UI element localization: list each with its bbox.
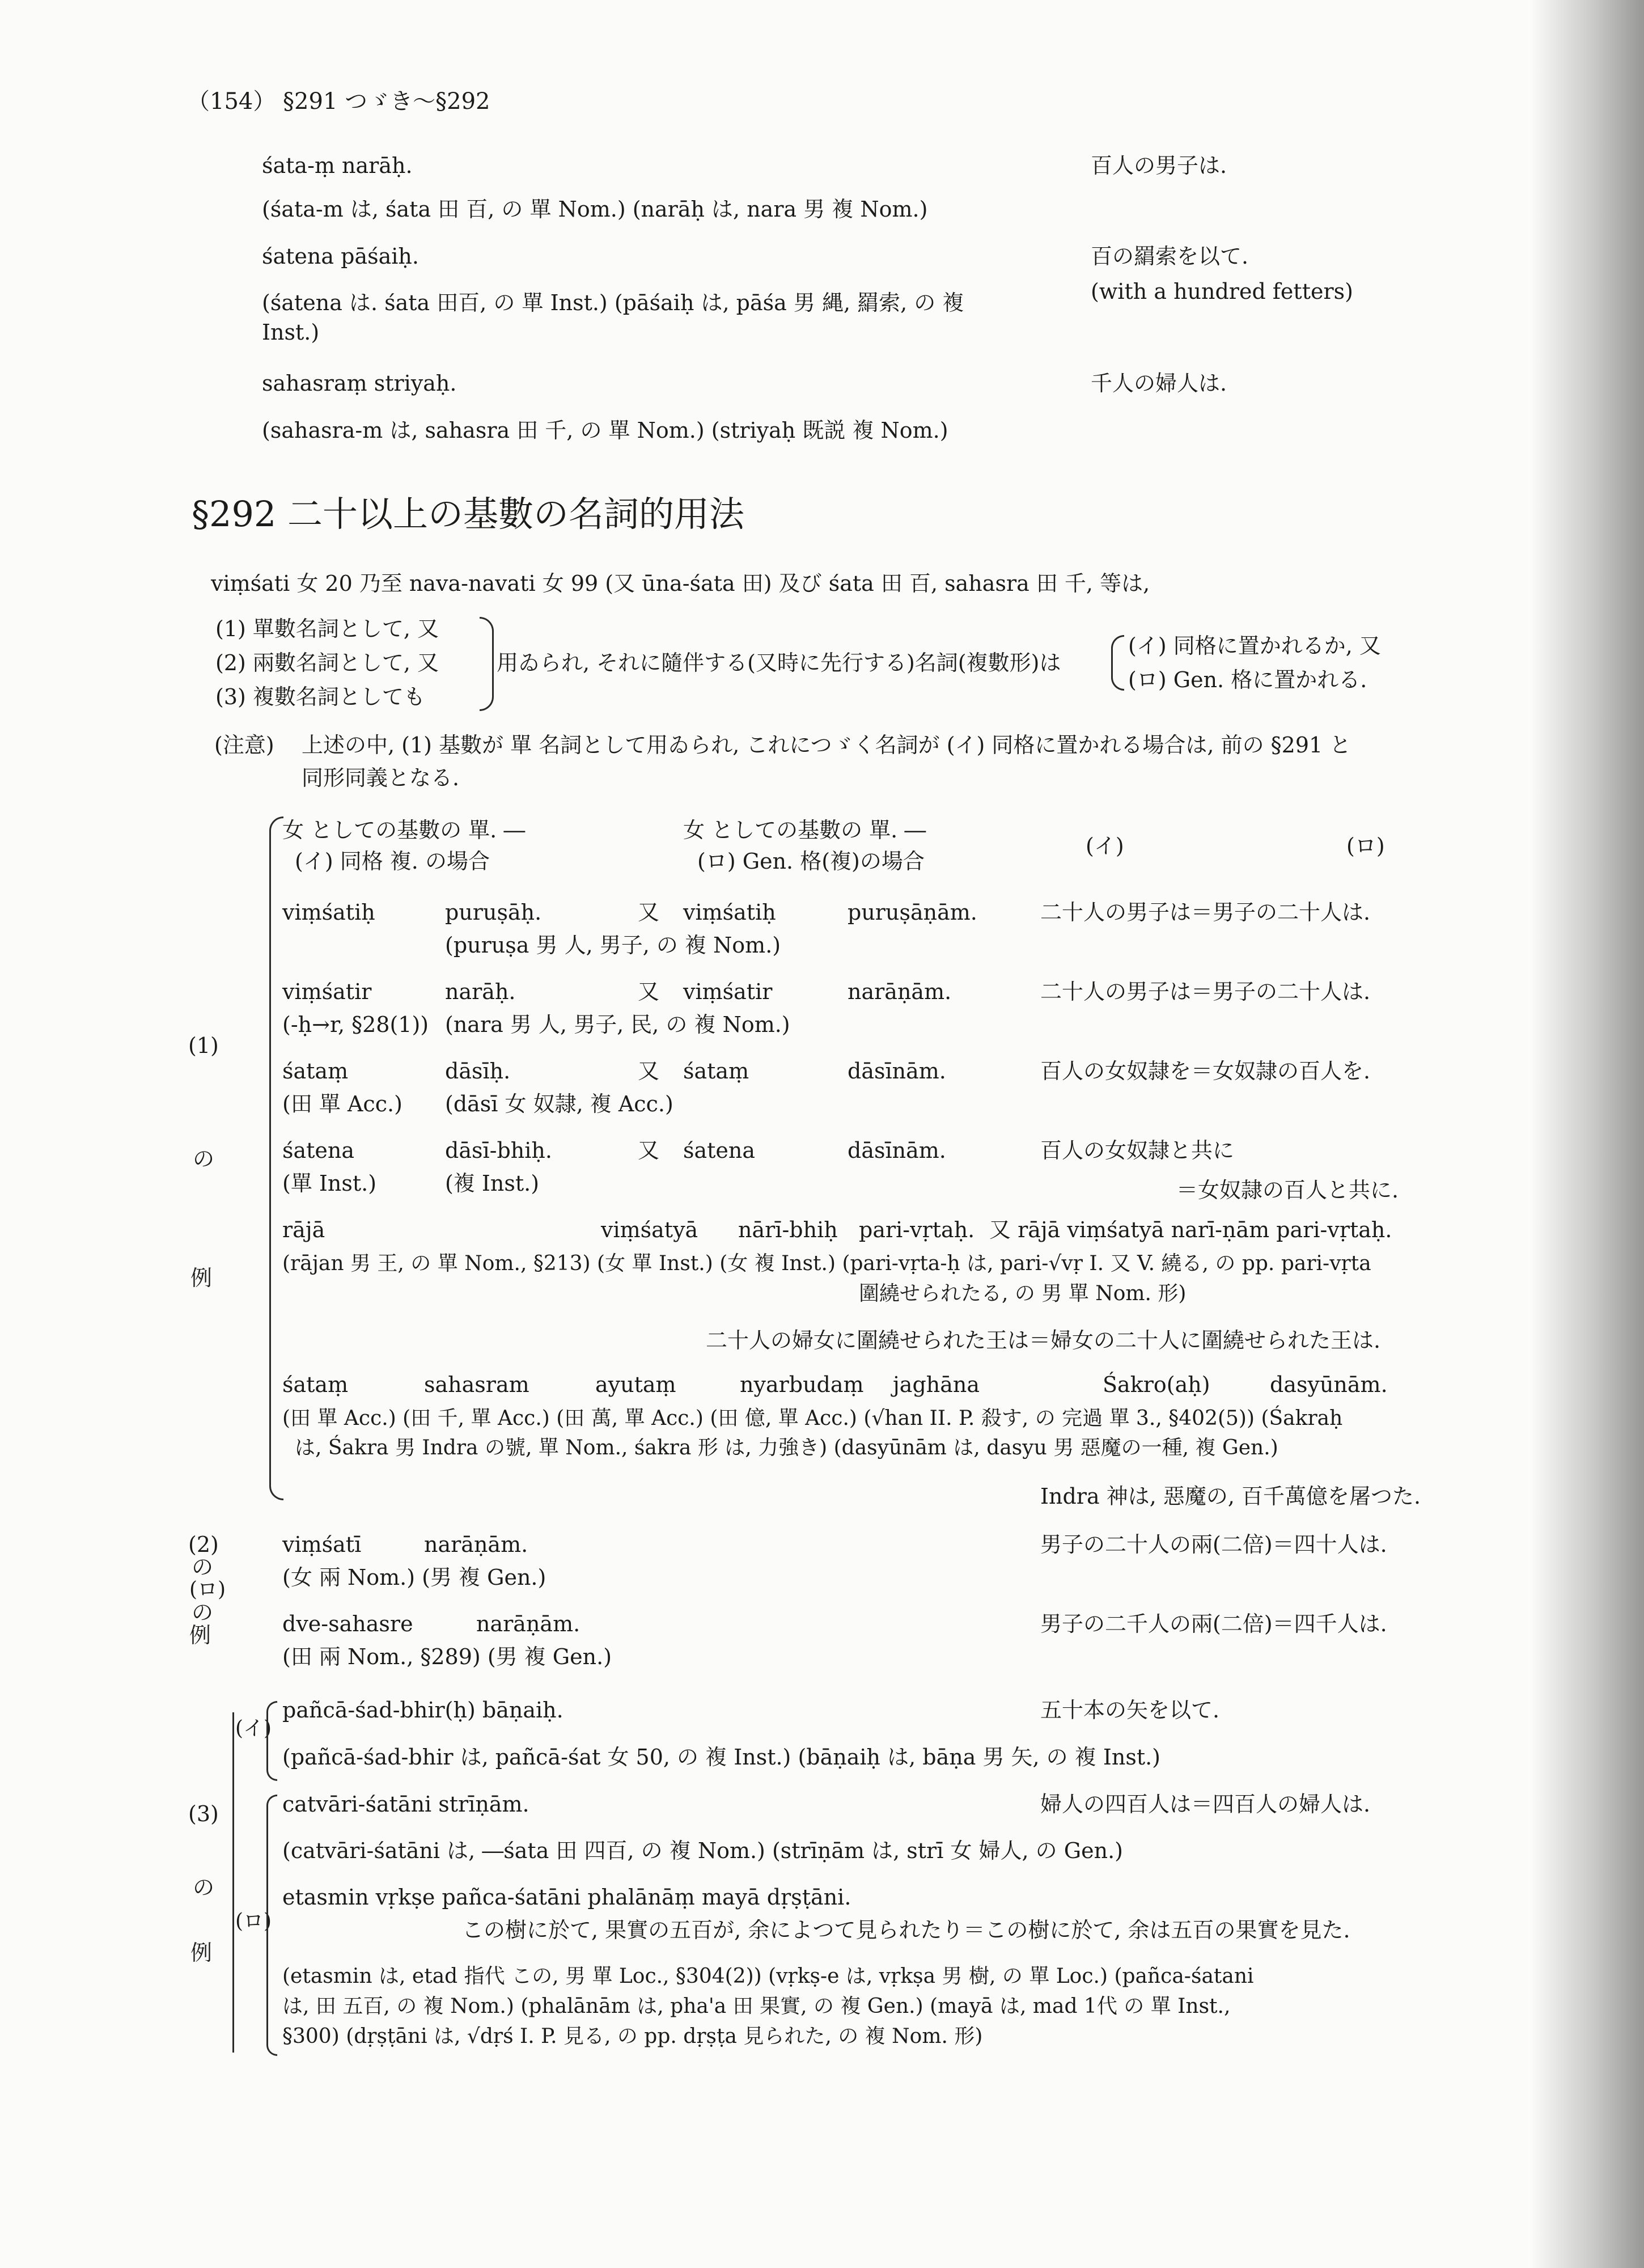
example-word: 又 xyxy=(638,900,660,925)
example-word: dāsīḥ. xyxy=(445,1059,511,1084)
page-edge-shadow xyxy=(1531,0,1644,2268)
example-gloss: (pañcā-śad-bhir は, pañcā-śat 女 50, の 複 Inst.) (bāṇaiḥ は, bāṇa 男 矢, の 複 Inst.) xyxy=(282,1745,1161,1770)
s291-translation: 千人の婦人は. xyxy=(1091,371,1227,396)
example-word: viṃśatir xyxy=(282,979,372,1004)
column-header: (ロ) Gen. 格(複)の場合 xyxy=(697,849,925,874)
example-word: ayutaṃ xyxy=(595,1372,676,1397)
example-word: rājā xyxy=(282,1217,325,1242)
example-1-side-label: 例 xyxy=(190,1266,213,1290)
example-word: śataṃ xyxy=(683,1059,749,1084)
example-word: śatena xyxy=(683,1138,756,1163)
example-word: nyarbudaṃ xyxy=(740,1372,864,1397)
example-1-side-label: の xyxy=(193,1146,215,1171)
example-3-side-label: (3) xyxy=(188,1801,219,1826)
example-word: puruṣāṇām. xyxy=(848,900,977,925)
example-gloss: (單 Inst.) xyxy=(282,1171,377,1196)
column-header: (イ) xyxy=(1086,833,1124,858)
example-word: śatena xyxy=(282,1138,355,1163)
example-3-i-brace xyxy=(266,1701,277,1781)
example-2-side-label: の xyxy=(192,1600,214,1625)
note-line: 同形同義となる. xyxy=(302,765,460,790)
example-word: dāsīnām. xyxy=(848,1138,946,1163)
s291-line: (sahasra-m は, sahasra 田 千, の 單 Nom.) (striyaḥ 既説 複 Nom.) xyxy=(262,418,948,443)
example-word: sahasram xyxy=(424,1372,529,1397)
example-word: viṃśatir xyxy=(683,979,773,1004)
example-word: śataṃ xyxy=(282,1372,349,1397)
example-translation: 男子の二十人の兩(二倍)＝四十人は. xyxy=(1040,1532,1387,1557)
example-translation: Indra 神は, 惡魔の, 百千萬億を屠つた. xyxy=(1040,1484,1421,1509)
example-word: 又 xyxy=(638,1059,660,1084)
example-gloss: (puruṣa 男 人, 男子, の 複 Nom.) xyxy=(445,933,781,958)
example-word: catvāri-śatāni strīṇām. xyxy=(282,1792,529,1817)
s291-line: śatena pāśaiḥ. xyxy=(262,244,419,269)
example-word: dasyūnām. xyxy=(1270,1372,1388,1397)
example-word: 又 xyxy=(638,1138,660,1163)
example-translation: この樹に於て, 果實の五百が, 余によつて見られたり＝この樹に於て, 余は五百の果實を見た. xyxy=(462,1918,1350,1943)
example-gloss: (dāsī 女 奴隷, 複 Acc.) xyxy=(445,1091,673,1116)
column-header: 女 としての基數の 單. ― xyxy=(282,818,526,843)
example-word: pari-vṛtaḥ. xyxy=(859,1217,975,1242)
example-translation: 二十人の男子は＝男子の二十人は. xyxy=(1040,979,1371,1004)
example-gloss: (田 單 Acc.) (田 千, 單 Acc.) (田 萬, 單 Acc.) (田 億, 單 Acc.) (√han II. P. 殺す, の 完過 單 3., §402(5)) (Śakraḥ xyxy=(282,1407,1343,1430)
example-3-side-label: 例 xyxy=(190,1940,213,1965)
s291-line: (śata-m は, śata 田 百, の 單 Nom.) (narāḥ は, nara 男 複 Nom.) xyxy=(262,197,928,222)
example-gloss: (etasmin は, etad 指代 この, 男 單 Loc., §304(2)) (vṛkṣ-e は, vṛkṣa 男 樹, の 單 Loc.) (pañca-śatani xyxy=(282,1965,1254,1988)
example-2-side-label: の xyxy=(192,1555,214,1580)
example-gloss: (rājan 男 王, の 單 Nom., §213) (女 單 Inst.) (女 複 Inst.) (pari-vṛta-ḥ は, pari-√vṛ I. 又 V. 繞る, の pp. pari-vṛta xyxy=(282,1252,1371,1275)
example-word: dāsīnām. xyxy=(848,1059,946,1084)
example-gloss: 圍繞せられたる, の 男 單 Nom. 形) xyxy=(859,1282,1187,1305)
note-line: 上述の中, (1) 基數が 單 名詞として用ゐられ, これにつゞく名詞が (イ) 同格に置かれる場合は, 前の §291 と xyxy=(302,733,1351,758)
example-gloss: (catvāri-śatāni は, ―śata 田 四百, の 複 Nom.) (strīṇām は, strī 女 婦人, の Gen.) xyxy=(282,1838,1123,1863)
example-word: Śakro(aḥ) xyxy=(1103,1372,1210,1397)
column-header: (ロ) xyxy=(1346,833,1385,858)
s291-line: Inst.) xyxy=(262,320,320,345)
example-gloss: (複 Inst.) xyxy=(445,1171,540,1196)
example-3-ro-label: (ロ) xyxy=(235,1910,272,1933)
example-gloss: (女 兩 Nom.) (男 複 Gen.) xyxy=(282,1565,546,1590)
example-word: dve-sahasre xyxy=(282,1611,413,1636)
example-translation: 婦人の四百人は＝四百人の婦人は. xyxy=(1040,1792,1371,1817)
example-word: viṃśatyā xyxy=(601,1217,698,1242)
example-2-side-label: 例 xyxy=(189,1623,211,1648)
example-word: viṃśatī xyxy=(282,1532,362,1557)
usage-item: (1) 單數名詞として, 又 xyxy=(215,616,439,641)
s291-line: (śatena は. śata 田百, の 單 Inst.) (pāśaiḥ は, pāśa 男 縄, 羂索, の 複 xyxy=(262,290,964,315)
example-translation: 二十人の婦女に圍繞せられた王は＝婦女の二十人に圍繞せられた王は. xyxy=(706,1328,1381,1353)
example-word: narāḥ. xyxy=(445,979,516,1004)
s291-translation: 百の羂索を以て. xyxy=(1091,244,1249,269)
example-3-side-label: の xyxy=(193,1875,215,1900)
s291-line: śata-ṃ narāḥ. xyxy=(262,153,413,178)
section-heading: §292 二十以上の基數の名詞的用法 xyxy=(192,493,745,535)
example-word: dāsī-bhiḥ. xyxy=(445,1138,552,1163)
note-label: (注意) xyxy=(214,733,274,758)
example-translation: 男子の二千人の兩(二倍)＝四千人は. xyxy=(1040,1611,1387,1636)
example-2-side-label: (2) xyxy=(188,1532,219,1557)
usage-result: (ロ) Gen. 格に置かれる. xyxy=(1128,667,1367,692)
example-word: nārī-bhiḥ xyxy=(738,1217,838,1242)
usage-item: (2) 兩數名詞として, 又 xyxy=(215,650,439,675)
example-1-side-label: (1) xyxy=(188,1033,219,1058)
example-gloss: (nara 男 人, 男子, 民, の 複 Nom.) xyxy=(445,1012,790,1037)
example-gloss: (田 兩 Nom., §289) (男 複 Gen.) xyxy=(282,1644,612,1669)
example-word: viṃśatiḥ xyxy=(282,900,375,925)
right-brace xyxy=(480,617,494,711)
example-gloss: (-ḥ→r, §28(1)) xyxy=(282,1012,429,1037)
s291-translation: 百人の男子は. xyxy=(1091,153,1227,178)
s291-translation: (with a hundred fetters) xyxy=(1091,279,1353,304)
example-2-side-label: (ロ) xyxy=(189,1578,226,1601)
example-gloss: は, Śakra 男 Indra の號, 單 Nom., śakra 形 は, 力強き) (dasyūnām は, dasyu 男 惡魔の一種, 複 Gen.) xyxy=(295,1436,1278,1459)
example-translation: ＝女奴隷の百人と共に. xyxy=(1176,1178,1399,1203)
example-word: pañcā-śad-bhir(ḥ) bāṇaiḥ. xyxy=(282,1698,563,1723)
example-word: 又 xyxy=(638,979,660,1004)
example-word: 又 rājā viṃśatyā narī-ṇām pari-vṛtaḥ. xyxy=(989,1217,1392,1242)
example-translation: 百人の女奴隷を＝女奴隷の百人を. xyxy=(1040,1059,1371,1084)
example-translation: 百人の女奴隷と共に xyxy=(1040,1138,1235,1163)
example-word: puruṣāḥ. xyxy=(445,900,542,925)
example-gloss: §300) (dṛṣṭāni は, √dṛś I. P. 見る, の pp. dṛṣṭa 見られた, の 複 Nom. 形) xyxy=(282,2025,983,2048)
column-header: 女 としての基數の 單. ― xyxy=(683,818,926,843)
example-word: viṃśatiḥ xyxy=(683,900,776,925)
example-word: etasmin vṛkṣe pañca-śatāni phalānāṃ mayā dṛṣṭāni. xyxy=(282,1885,851,1910)
intro-text: viṃśati 女 20 乃至 nava-navati 女 99 (又 ūna-śata 田) 及び śata 田 百, sahasra 田 千, 等は, xyxy=(211,571,1150,596)
example-1-brace xyxy=(269,816,283,1500)
usage-result: (イ) 同格に置かれるか, 又 xyxy=(1128,633,1381,658)
example-word: śataṃ xyxy=(282,1059,349,1084)
example-translation: 二十人の男子は＝男子の二十人は. xyxy=(1040,900,1371,925)
example-gloss: は, 田 五百, の 複 Nom.) (phalānām は, pha'a 田 果實, の 複 Gen.) (mayā は, mad 1代 の 單 Inst., xyxy=(282,1995,1231,2018)
example-word: narāṇām. xyxy=(476,1611,581,1636)
example-word: jaghāna xyxy=(893,1372,980,1397)
example-translation: 五十本の矢を以て. xyxy=(1040,1698,1220,1723)
example-3-bracket-line xyxy=(232,1712,234,2053)
example-word: narāṇām. xyxy=(848,979,952,1004)
example-word: narāṇām. xyxy=(424,1532,528,1557)
usage-item: (3) 複數名詞としても xyxy=(215,684,425,709)
example-gloss: (田 單 Acc.) xyxy=(282,1091,402,1116)
page-header: （154） §291 つゞき～§292 xyxy=(187,88,490,115)
s291-line: sahasraṃ striyaḥ. xyxy=(262,371,457,396)
left-brace xyxy=(1111,635,1124,691)
example-3-i-label: (イ) xyxy=(235,1717,272,1740)
example-3-ro-brace xyxy=(266,1795,277,2056)
column-header: (イ) 同格 複. の場合 xyxy=(295,849,490,874)
usage-middle: 用ゐられ, それに隨伴する(又時に先行する)名詞(複數形)は xyxy=(497,650,1061,675)
